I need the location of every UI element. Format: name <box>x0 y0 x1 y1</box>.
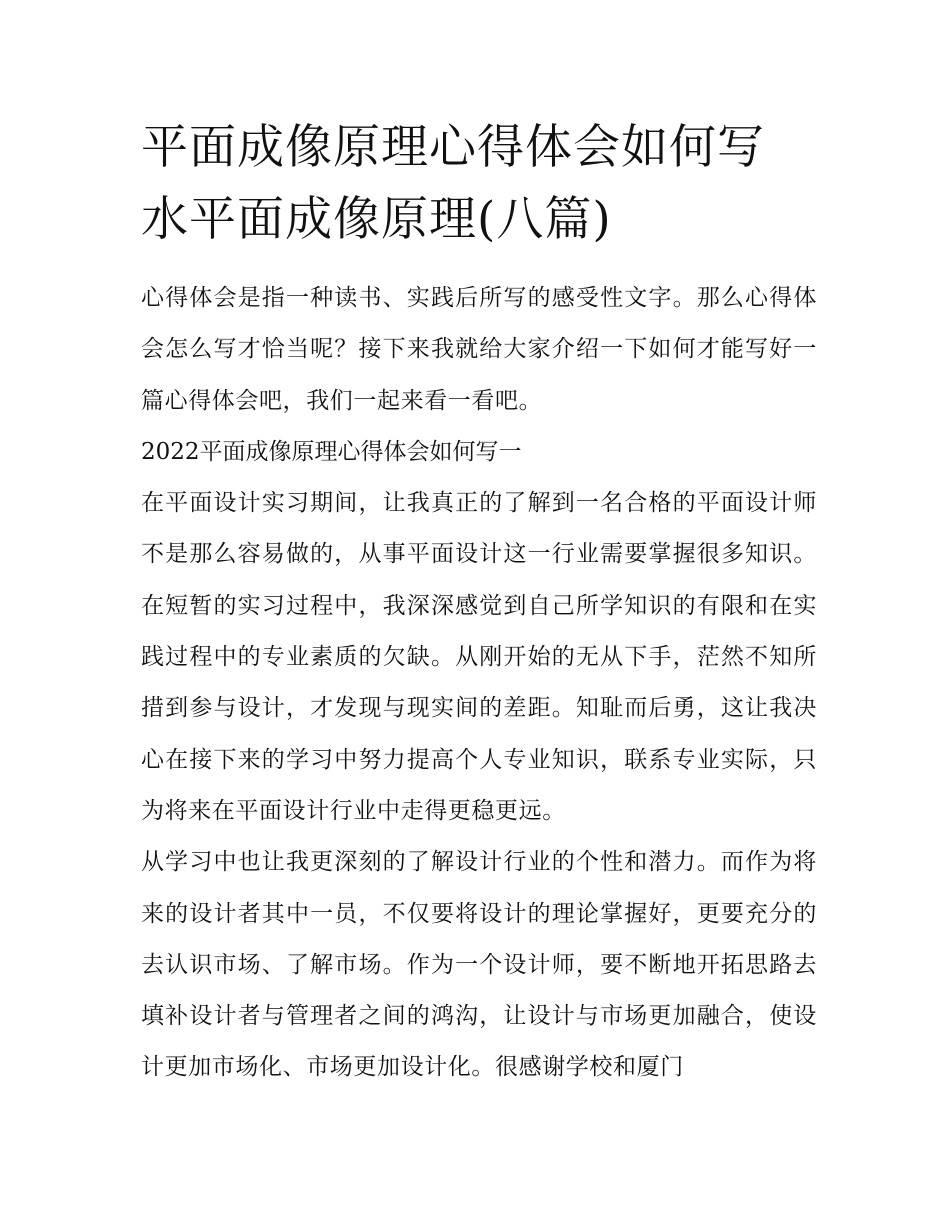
section-heading: 2022平面成像原理心得体会如何写一 <box>141 438 522 465</box>
document-title-line-1: 平面成像原理心得体会如何写 <box>141 120 765 175</box>
document-page <box>141 112 817 1094</box>
document-title <box>141 112 817 256</box>
body-paragraph-1: 在平面设计实习期间，让我真正的了解到一名合格的平面设计师不是那么容易做的，从事平面设计这一行业需要掌握很多知识。在短暂的实习过程中，我深深感觉到自己所学知识的有限和在实践过程中的专业素质的欠缺。从刚开始的无从下手，茫然不知所措到参与设计，才发现与现实间的差距。知耻而后勇，这让我决心在接下来的学习中努力提高个人专业知识，联系专业实际，只为将来在平面设计行业中走得更稳更远。 <box>141 490 817 824</box>
body-paragraph-2: 从学习中也让我更深刻的了解设计行业的个性和潜力。而作为将来的设计者其中一员，不仅要将设计的理论掌握好，更要充分的去认识市场、了解市场。作为一个设计师，要不断地开拓思路去填补设计者与管理者之间的鸿沟，让设计与市场更加融合，使设计更加市场化、市场更加设计化。很感谢学校和厦门 <box>141 849 817 1081</box>
intro-paragraph: 心得体会是指一种读书、实践后所写的感受性文字。那么心得体会怎么写才恰当呢？接下来我就给大家介绍一下如何才能写好一篇心得体会吧，我们一起来看一看吧。 <box>141 285 817 414</box>
document-title-line-2: 水平面成像原理(八篇) <box>141 192 612 247</box>
document-body <box>141 273 817 1094</box>
